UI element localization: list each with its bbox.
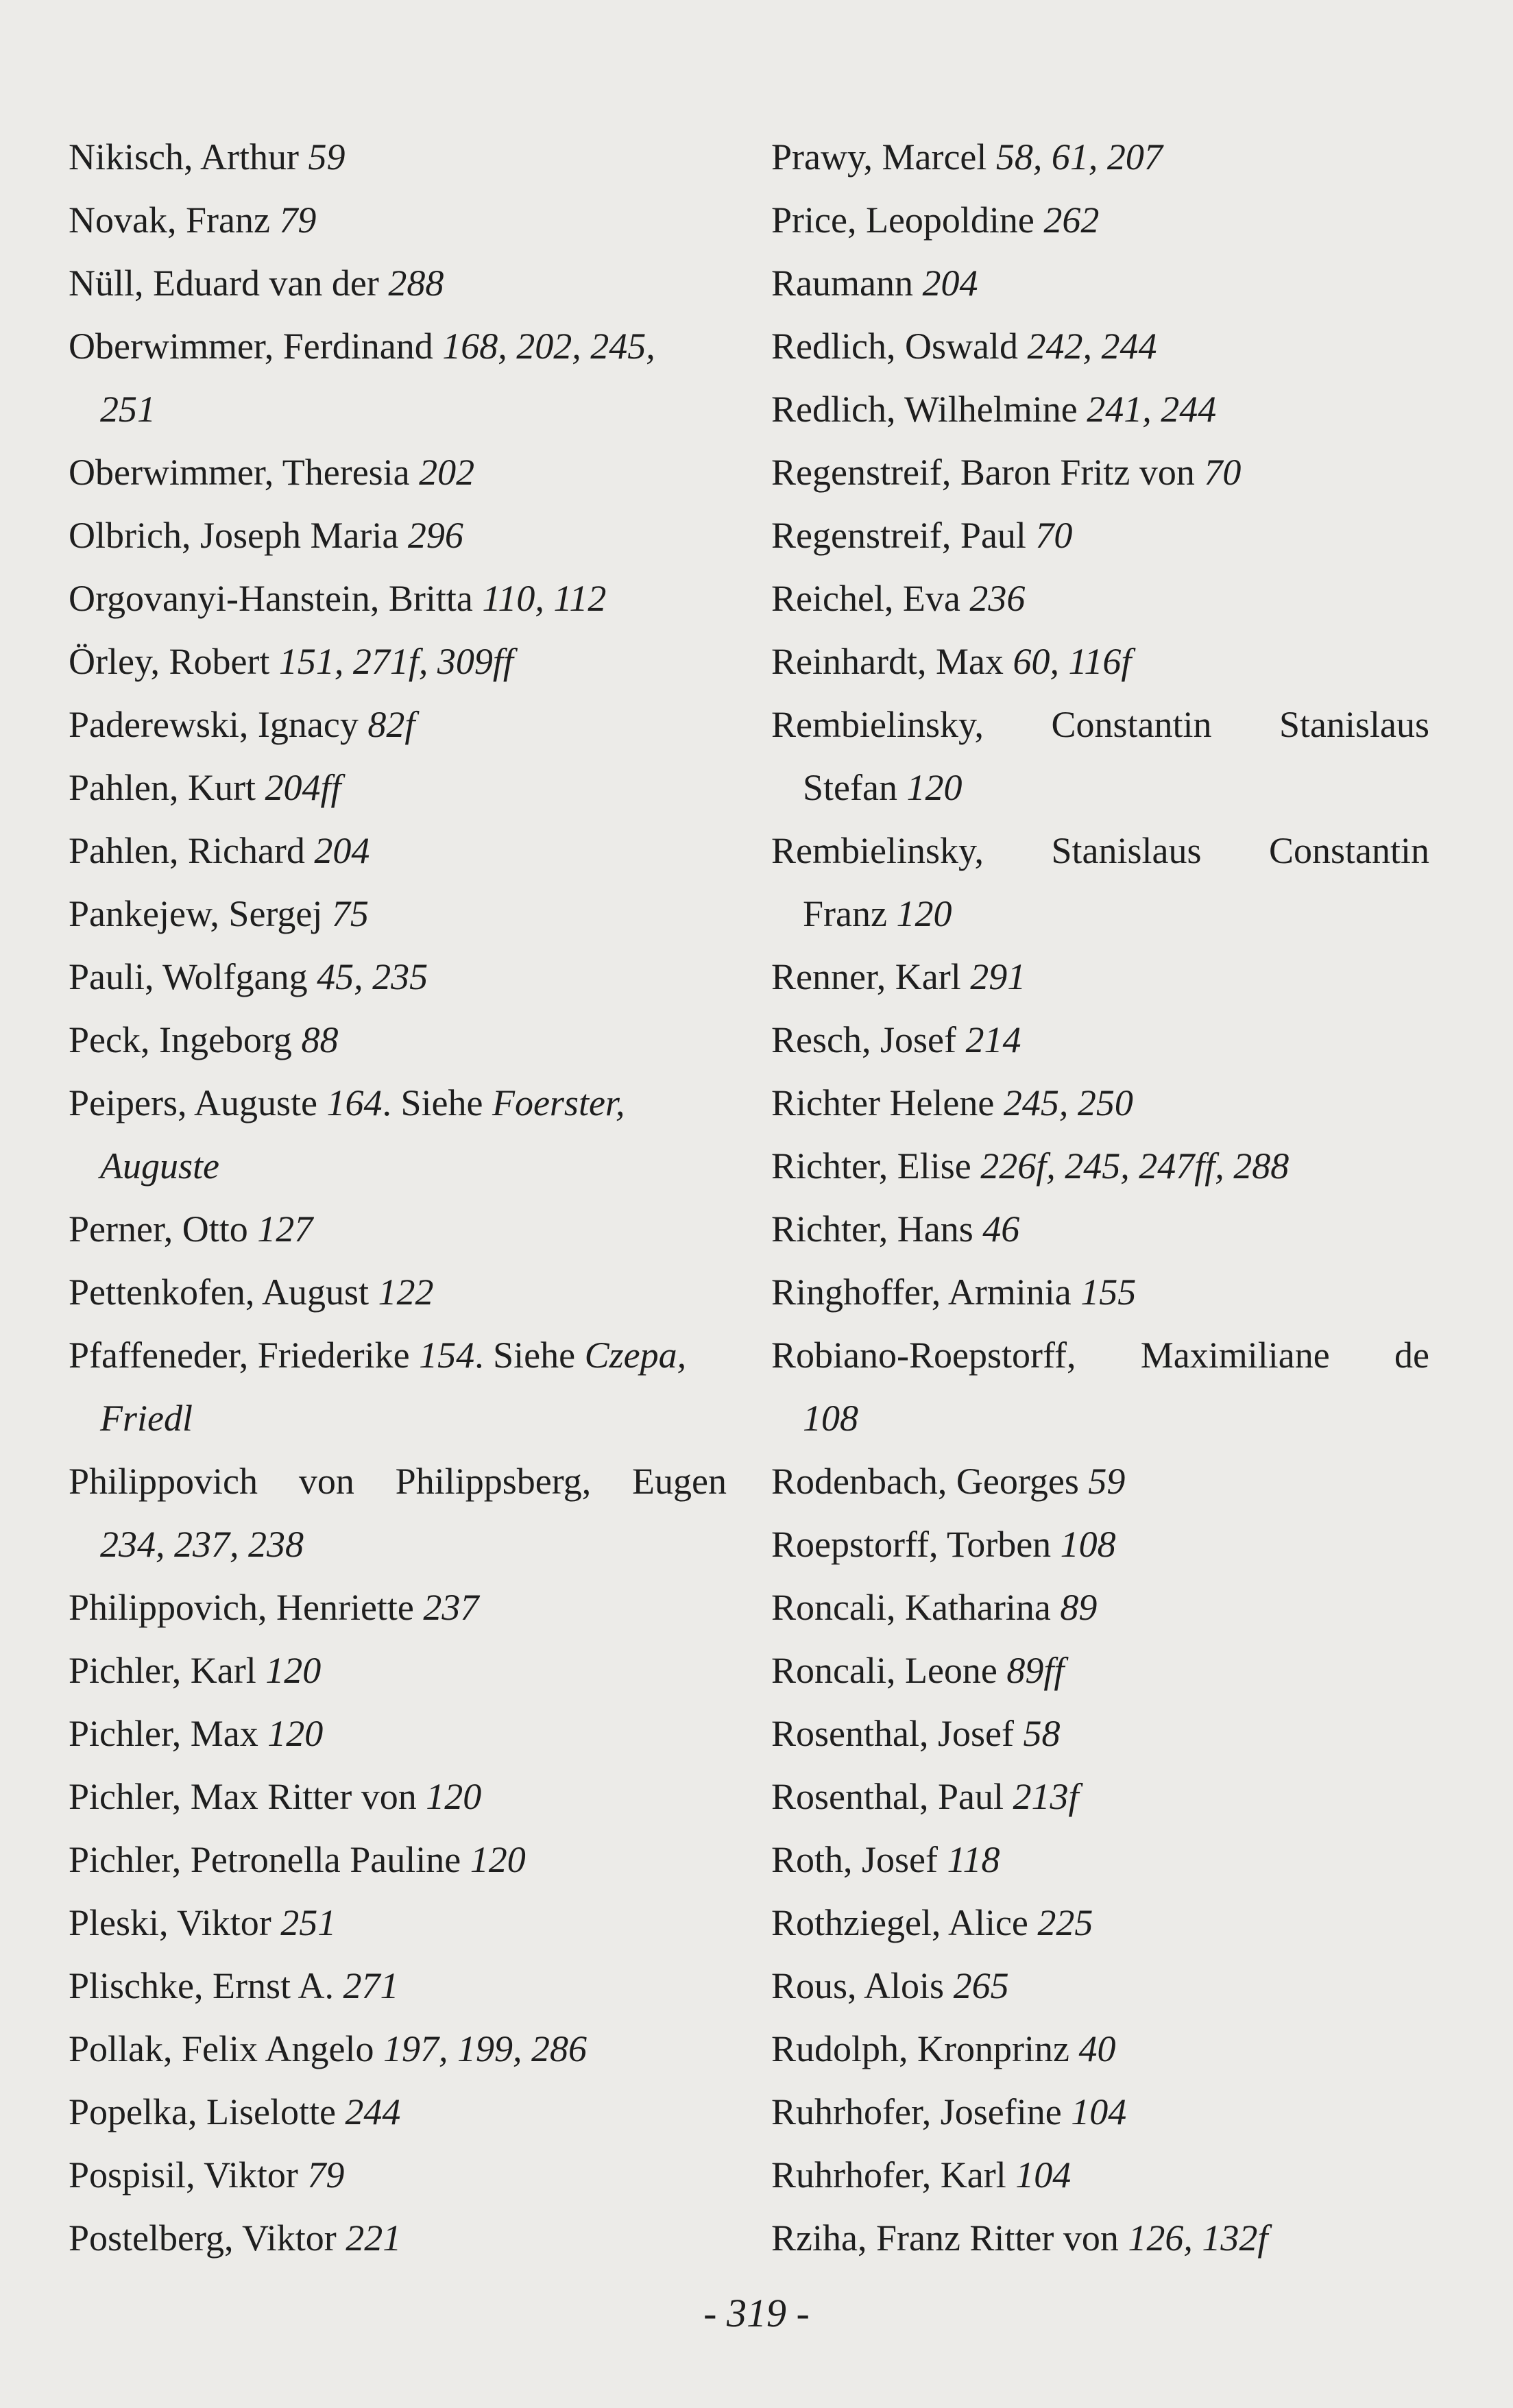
index-entry	[771, 630, 1429, 693]
entry-pages: 168, 202, 245,	[442, 326, 655, 367]
index-entry-continuation	[771, 1387, 1429, 1450]
index-entry	[69, 1765, 727, 1828]
entry-pages: 45, 235	[317, 956, 428, 997]
entry-name: Raumann	[771, 263, 923, 304]
entry-name: Price, Leopoldine	[771, 199, 1044, 241]
index-entry	[69, 567, 727, 630]
entry-cross-reference: Foerster,	[492, 1082, 625, 1123]
index-entry	[69, 1450, 727, 1513]
index-entry	[771, 441, 1429, 504]
index-entry-continuation	[69, 1134, 727, 1197]
entry-name: Olbrich, Joseph Maria	[69, 515, 408, 556]
entry-pages: 151, 271f, 309ff	[278, 641, 513, 682]
entry-pages: 60, 116f	[1013, 641, 1132, 682]
index-entry	[69, 693, 727, 756]
entry-name: Richter Helene	[771, 1082, 1004, 1123]
entry-name: Örley, Robert	[69, 641, 279, 682]
index-entry-continuation	[771, 756, 1429, 819]
entry-name: Plischke, Ernst A.	[69, 1965, 343, 2006]
index-entry	[771, 567, 1429, 630]
entry-pages: 40	[1078, 2028, 1116, 2069]
index-entry	[69, 441, 727, 504]
entry-name: Pahlen, Richard	[69, 830, 315, 871]
entry-name: Robiano-Roepstorff, Maximiliane de	[771, 1335, 1429, 1376]
entry-pages: 251	[280, 1902, 337, 1943]
entry-see-note: . Siehe	[474, 1335, 585, 1376]
entry-pages: 204ff	[265, 767, 341, 808]
entry-name: Ruhrhofer, Karl	[771, 2154, 1016, 2196]
index-entry	[69, 1008, 727, 1071]
index-entry	[771, 2017, 1429, 2080]
entry-name: Ruhrhofer, Josefine	[771, 2091, 1072, 2132]
entry-pages: 120	[426, 1776, 482, 1817]
entry-pages: 244	[345, 2091, 401, 2132]
entry-name: Peipers, Auguste	[69, 1082, 327, 1123]
entry-name: Pahlen, Kurt	[69, 767, 265, 808]
entry-pages-continuation: 251	[100, 389, 156, 430]
index-entry	[771, 188, 1429, 252]
index-entry	[69, 630, 727, 693]
entry-name: Pauli, Wolfgang	[69, 956, 317, 997]
index-entry	[771, 1765, 1429, 1828]
index-entry	[771, 2143, 1429, 2206]
entry-pages: 58	[1023, 1713, 1061, 1754]
entry-name: Roepstorff, Torben	[771, 1524, 1061, 1565]
entry-pages: 120	[470, 1839, 526, 1880]
entry-name: Reichel, Eva	[771, 578, 970, 619]
index-entry	[771, 945, 1429, 1008]
entry-pages: 236	[969, 578, 1026, 619]
index-entry	[771, 1197, 1429, 1261]
entry-pages: 88	[301, 1019, 339, 1060]
entry-name: Perner, Otto	[69, 1208, 258, 1250]
entry-name: Redlich, Wilhelmine	[771, 389, 1087, 430]
entry-pages: 296	[407, 515, 463, 556]
entry-name: Roncali, Katharina	[771, 1587, 1061, 1628]
page-number: - 319 -	[703, 2291, 810, 2335]
entry-pages: 237	[423, 1587, 479, 1628]
index-entry	[69, 504, 727, 567]
index-entry-continuation	[771, 882, 1429, 945]
entry-name: Postelberg, Viktor	[69, 2217, 346, 2259]
entry-name: Renner, Karl	[771, 956, 971, 997]
index-entry	[69, 1702, 727, 1765]
entry-pages: 225	[1037, 1902, 1093, 1943]
index-entry	[69, 1954, 727, 2017]
entry-name: Pankejew, Sergej	[69, 893, 332, 934]
index-entry	[771, 2206, 1429, 2270]
entry-pages: 104	[1071, 2091, 1127, 2132]
index-entry	[771, 1008, 1429, 1071]
entry-pages: 120	[267, 1713, 324, 1754]
entry-name: Rudolph, Kronprinz	[771, 2028, 1079, 2069]
entry-pages: 226f, 245, 247ff, 288	[980, 1145, 1290, 1187]
entry-name: Roth, Josef	[771, 1839, 947, 1880]
entry-name: Oberwimmer, Ferdinand	[69, 326, 443, 367]
entry-pages: 126, 132f	[1128, 2217, 1268, 2259]
index-entry	[771, 378, 1429, 441]
entry-see-note: . Siehe	[382, 1082, 492, 1123]
entry-name: Regenstreif, Paul	[771, 515, 1036, 556]
entry-name: Prawy, Marcel	[771, 136, 996, 178]
index-entry	[771, 1891, 1429, 1954]
index-entry	[771, 1576, 1429, 1639]
entry-name: Roncali, Leone	[771, 1650, 1007, 1691]
entry-name: Nikisch, Arthur	[69, 136, 308, 178]
entry-name: Redlich, Oswald	[771, 326, 1028, 367]
entry-name: Richter, Hans	[771, 1208, 983, 1250]
entry-pages: 79	[279, 199, 317, 241]
entry-pages-continuation: 120	[896, 893, 952, 934]
entry-name: Richter, Elise	[771, 1145, 981, 1187]
index-entry	[69, 2017, 727, 2080]
index-entry	[69, 1197, 727, 1261]
entry-pages: 120	[265, 1650, 322, 1691]
entry-pages: 122	[378, 1272, 434, 1313]
index-entry	[771, 252, 1429, 315]
entry-pages: 154	[419, 1335, 475, 1376]
entry-name: Popelka, Liselotte	[69, 2091, 346, 2132]
index-entry	[771, 2080, 1429, 2143]
entry-pages-continuation: 108	[803, 1398, 858, 1439]
index-entry	[69, 1261, 727, 1324]
entry-pages: 70	[1204, 452, 1242, 493]
entry-name: Pichler, Karl	[69, 1650, 266, 1691]
entry-name: Rosenthal, Paul	[771, 1776, 1013, 1817]
index-column-right	[771, 125, 1429, 2270]
entry-name-continuation: Franz	[803, 893, 897, 934]
index-entry	[69, 945, 727, 1008]
index-entry-continuation	[69, 378, 727, 441]
entry-pages-continuation: 120	[906, 767, 963, 808]
entry-name: Pichler, Max	[69, 1713, 268, 1754]
entry-pages: 89ff	[1006, 1650, 1065, 1691]
entry-pages-continuation: Auguste	[100, 1145, 219, 1187]
entry-name: Philippovich von Philippsberg, Eugen	[69, 1461, 727, 1502]
index-entry	[69, 1576, 727, 1639]
index-entry	[771, 315, 1429, 378]
entry-name: Ringhoffer, Arminia	[771, 1272, 1081, 1313]
index-entry	[771, 1324, 1429, 1387]
entry-name: Orgovanyi-Hanstein, Britta	[69, 578, 483, 619]
entry-pages: 59	[308, 136, 346, 178]
entry-name: Pleski, Viktor	[69, 1902, 281, 1943]
entry-pages: 221	[346, 2217, 402, 2259]
index-entry	[771, 504, 1429, 567]
entry-name: Regenstreif, Baron Fritz von	[771, 452, 1205, 493]
index-entry	[69, 188, 727, 252]
entry-name: Rembielinsky, Stanislaus Constantin	[771, 830, 1429, 871]
index-entry	[771, 1702, 1429, 1765]
entry-pages: 59	[1088, 1461, 1126, 1502]
entry-name: Paderewski, Ignacy	[69, 704, 368, 745]
entry-pages: 127	[257, 1208, 313, 1250]
index-entry-continuation	[69, 1387, 727, 1450]
entry-pages: 108	[1060, 1524, 1116, 1565]
entry-name: Pospisil, Viktor	[69, 2154, 308, 2196]
index-entry	[69, 2143, 727, 2206]
entry-name: Rodenbach, Georges	[771, 1461, 1089, 1502]
index-entry	[771, 1071, 1429, 1134]
entry-pages: 70	[1035, 515, 1073, 556]
entry-pages: 82f	[367, 704, 415, 745]
index-entry	[69, 252, 727, 315]
entry-name: Rous, Alois	[771, 1965, 954, 2006]
entry-pages: 213f	[1013, 1776, 1079, 1817]
entry-pages: 204	[922, 263, 978, 304]
index-entry	[69, 1891, 727, 1954]
entry-pages: 89	[1060, 1587, 1098, 1628]
entry-pages: 214	[965, 1019, 1021, 1060]
entry-pages: 204	[314, 830, 370, 871]
entry-name: Novak, Franz	[69, 199, 280, 241]
entry-pages: 265	[953, 1965, 1009, 2006]
entry-pages: 110, 112	[482, 578, 607, 619]
index-entry	[69, 1324, 727, 1387]
entry-name: Rembielinsky, Constantin Stanislaus	[771, 704, 1429, 745]
entry-name: Philippovich, Henriette	[69, 1587, 424, 1628]
entry-name: Peck, Ingeborg	[69, 1019, 302, 1060]
entry-name: Nüll, Eduard van der	[69, 263, 389, 304]
index-entry	[69, 315, 727, 378]
entry-name: Pollak, Felix Angelo	[69, 2028, 383, 2069]
index-entry	[771, 1828, 1429, 1891]
index-entry	[69, 756, 727, 819]
entry-pages: 271	[343, 1965, 399, 2006]
entry-pages: 288	[388, 263, 444, 304]
index-entry-continuation	[69, 1513, 727, 1576]
entry-name: Pfaffeneder, Friederike	[69, 1335, 420, 1376]
entry-pages-continuation: 234, 237, 238	[100, 1524, 304, 1565]
entry-pages: 46	[982, 1208, 1020, 1250]
index-entry	[771, 1954, 1429, 2017]
index-entry	[69, 2206, 727, 2270]
index-entry	[771, 1513, 1429, 1576]
entry-name: Rothziegel, Alice	[771, 1902, 1038, 1943]
index-entry	[771, 1134, 1429, 1197]
entry-name: Resch, Josef	[771, 1019, 966, 1060]
entry-pages: 241, 244	[1087, 389, 1217, 430]
index-column-left	[69, 125, 727, 2270]
entry-pages: 79	[307, 2154, 345, 2196]
index-entry	[69, 1071, 727, 1134]
index-entry	[69, 125, 727, 188]
entry-pages: 245, 250	[1003, 1082, 1133, 1123]
index-entry	[771, 693, 1429, 756]
entry-pages: 197, 199, 286	[383, 2028, 587, 2069]
index-entry	[69, 1639, 727, 1702]
entry-pages: 164	[326, 1082, 383, 1123]
entry-pages: 262	[1043, 199, 1100, 241]
entry-pages: 104	[1015, 2154, 1072, 2196]
index-entry	[771, 1639, 1429, 1702]
entry-name: Oberwimmer, Theresia	[69, 452, 420, 493]
entry-name: Reinhardt, Max	[771, 641, 1013, 682]
entry-pages-continuation: Friedl	[100, 1398, 193, 1439]
index-entry	[69, 2080, 727, 2143]
index-entry	[69, 819, 727, 882]
entry-pages: 202	[419, 452, 475, 493]
entry-pages: 155	[1080, 1272, 1137, 1313]
entry-name: Rosenthal, Josef	[771, 1713, 1024, 1754]
index-entry	[771, 125, 1429, 188]
index-entry	[69, 1828, 727, 1891]
index-entry	[771, 1261, 1429, 1324]
entry-name: Rziha, Franz Ritter von	[771, 2217, 1128, 2259]
index-entry	[771, 819, 1429, 882]
entry-name: Pettenkofen, August	[69, 1272, 378, 1313]
index-entry	[69, 882, 727, 945]
entry-name: Pichler, Petronella Pauline	[69, 1839, 470, 1880]
entry-pages: 118	[947, 1839, 1000, 1880]
index-entry	[771, 1450, 1429, 1513]
entry-name: Pichler, Max Ritter von	[69, 1776, 426, 1817]
entry-pages: 75	[331, 893, 369, 934]
entry-pages: 58, 61, 207	[995, 136, 1163, 178]
entry-name-continuation: Stefan	[803, 767, 907, 808]
entry-pages: 242, 244	[1027, 326, 1157, 367]
entry-pages: 291	[970, 956, 1026, 997]
entry-cross-reference: Czepa,	[584, 1335, 687, 1376]
